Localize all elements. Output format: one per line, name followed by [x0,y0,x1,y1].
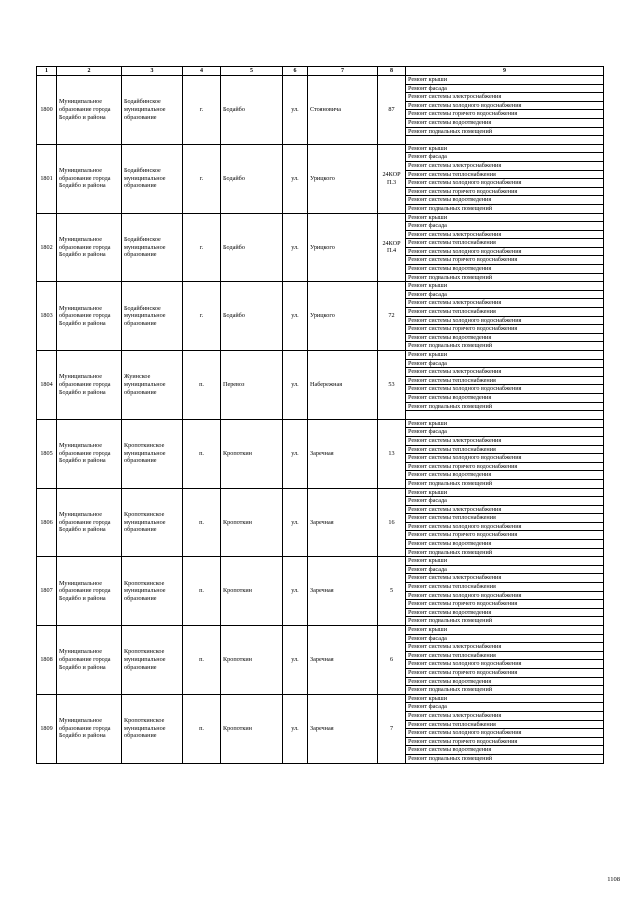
work-type-cell: Ремонт системы холодного водоснабжения [406,660,604,669]
work-type-cell: Ремонт системы горячего водоснабжения [406,187,604,196]
work-type-cell: Ремонт системы горячего водоснабжения [406,462,604,471]
work-type-cell: Ремонт системы электроснабжения [406,505,604,514]
work-type-cell: Ремонт системы холодного водоснабжения [406,247,604,256]
row-number: 1808 [37,626,57,695]
table-row [37,488,604,497]
work-type-cell: Ремонт системы электроснабжения [406,161,604,170]
work-type-cell: Ремонт системы теплоснабжения [406,445,604,454]
municipal-entity: Кропоткинское муниципальное образование [122,694,183,763]
work-type-cell: Ремонт подвальных помещений [406,127,604,136]
work-type-cell: Ремонт подвальных помещений [406,342,604,351]
locality-type: п. [183,694,221,763]
street-name: Заречная [308,419,378,488]
header-cell: 5 [221,67,283,76]
table-row [37,557,604,566]
work-type-cell: Ремонт подвальных помещений [406,754,604,763]
work-type-cell: Ремонт системы водоотведения [406,471,604,480]
work-type-cell: Ремонт системы горячего водоснабжения [406,600,604,609]
work-type-cell: Ремонт системы теплоснабжения [406,308,604,317]
locality-type: г. [183,144,221,213]
work-type-cell: Ремонт системы теплоснабжения [406,239,604,248]
locality-name: Кропоткин [221,488,283,557]
municipal-entity: Кропоткинское муниципальное образование [122,419,183,488]
work-type-cell [406,411,604,420]
work-type-cell: Ремонт системы водоотведения [406,746,604,755]
municipal-district: Муниципальное образование города Бодайбо и района [57,76,122,145]
row-number: 1805 [37,419,57,488]
house-number: 13 [378,419,406,488]
row-number: 1806 [37,488,57,557]
locality-type: п. [183,488,221,557]
work-type-cell: Ремонт системы электроснабжения [406,436,604,445]
municipal-entity: Бодайбинское муниципальное образование [122,213,183,282]
house-number: 72 [378,282,406,351]
municipal-entity: Жуинское муниципальное образование [122,351,183,420]
work-type-cell: Ремонт подвальных помещений [406,548,604,557]
house-number: 6 [378,626,406,695]
work-type-cell: Ремонт системы теплоснабжения [406,170,604,179]
work-type-cell: Ремонт системы водоотведения [406,265,604,274]
header-cell: 6 [283,67,308,76]
header-cell: 2 [57,67,122,76]
work-type-cell: Ремонт фасада [406,84,604,93]
work-type-cell: Ремонт системы электроснабжения [406,574,604,583]
street-type: ул. [283,144,308,213]
table-row [37,626,604,635]
table-body [37,67,604,764]
street-type: ул. [283,626,308,695]
row-number: 1802 [37,213,57,282]
work-type-cell: Ремонт системы холодного водоснабжения [406,179,604,188]
locality-name: Бодайбо [221,282,283,351]
municipal-entity: Бодайбинское муниципальное образование [122,144,183,213]
street-type: ул. [283,76,308,145]
repair-program-table [36,66,604,764]
work-type-cell: Ремонт системы горячего водоснабжения [406,531,604,540]
row-number: 1807 [37,557,57,626]
work-type-cell: Ремонт системы холодного водоснабжения [406,316,604,325]
municipal-district: Муниципальное образование города Бодайбо и района [57,351,122,420]
row-number: 1803 [37,282,57,351]
street-type: ул. [283,282,308,351]
street-name: Заречная [308,557,378,626]
table-row [37,213,604,222]
work-type-cell: Ремонт системы теплоснабжения [406,514,604,523]
work-type-cell: Ремонт фасада [406,222,604,231]
work-type-cell: Ремонт системы электроснабжения [406,643,604,652]
work-type-cell: Ремонт фасада [406,290,604,299]
work-type-cell: Ремонт системы водоотведения [406,677,604,686]
work-type-cell: Ремонт крыши [406,282,604,291]
work-type-cell: Ремонт подвальных помещений [406,402,604,411]
locality-name: Кропоткин [221,626,283,695]
work-type-cell: Ремонт системы холодного водоснабжения [406,591,604,600]
work-type-cell: Ремонт крыши [406,488,604,497]
table-row [37,419,604,428]
work-type-cell: Ремонт системы теплоснабжения [406,583,604,592]
house-number: 5 [378,557,406,626]
row-number: 1801 [37,144,57,213]
street-name: Заречная [308,694,378,763]
municipal-district: Муниципальное образование города Бодайбо и района [57,282,122,351]
locality-type: г. [183,282,221,351]
work-type-cell: Ремонт системы водоотведения [406,196,604,205]
table-row [37,76,604,85]
header-cell: 4 [183,67,221,76]
street-type: ул. [283,213,308,282]
work-type-cell: Ремонт системы водоотведения [406,608,604,617]
work-type-cell: Ремонт системы горячего водоснабжения [406,668,604,677]
street-name: Урицкого [308,282,378,351]
municipal-district: Муниципальное образование города Бодайбо и района [57,144,122,213]
municipal-entity: Бодайбинское муниципальное образование [122,76,183,145]
work-type-cell: Ремонт системы горячего водоснабжения [406,737,604,746]
header-cell: 9 [406,67,604,76]
work-type-cell: Ремонт системы горячего водоснабжения [406,110,604,119]
municipal-district: Муниципальное образование города Бодайбо и района [57,213,122,282]
locality-name: Бодайбо [221,144,283,213]
work-type-cell [406,136,604,145]
table-row [37,144,604,153]
work-type-cell: Ремонт подвальных помещений [406,273,604,282]
street-name: Стояновича [308,76,378,145]
row-number: 1800 [37,76,57,145]
work-type-cell: Ремонт системы водоотведения [406,393,604,402]
locality-type: п. [183,351,221,420]
street-type: ул. [283,557,308,626]
work-type-cell: Ремонт системы электроснабжения [406,711,604,720]
municipal-district: Муниципальное образование города Бодайбо и района [57,626,122,695]
work-type-cell: Ремонт фасада [406,428,604,437]
work-type-cell: Ремонт системы холодного водоснабжения [406,454,604,463]
house-number: 24КОР П.3 [378,144,406,213]
locality-name: Кропоткин [221,694,283,763]
row-number: 1804 [37,351,57,420]
work-type-cell: Ремонт крыши [406,213,604,222]
table-row [37,694,604,703]
table-row [37,282,604,291]
street-type: ул. [283,419,308,488]
work-type-cell: Ремонт системы холодного водоснабжения [406,729,604,738]
house-number: 7 [378,694,406,763]
header-cell: 3 [122,67,183,76]
work-type-cell: Ремонт системы электроснабжения [406,93,604,102]
work-type-cell: Ремонт системы электроснабжения [406,368,604,377]
municipal-entity: Кропоткинское муниципальное образование [122,557,183,626]
work-type-cell: Ремонт крыши [406,144,604,153]
work-type-cell: Ремонт крыши [406,419,604,428]
locality-type: п. [183,626,221,695]
header-cell: 1 [37,67,57,76]
work-type-cell: Ремонт фасада [406,359,604,368]
municipal-district: Муниципальное образование города Бодайбо и района [57,694,122,763]
work-type-cell: Ремонт подвальных помещений [406,204,604,213]
work-type-cell: Ремонт системы водоотведения [406,540,604,549]
municipal-district: Муниципальное образование города Бодайбо и района [57,488,122,557]
street-type: ул. [283,351,308,420]
column-number-header-row [37,67,604,76]
municipal-district: Муниципальное образование города Бодайбо и района [57,557,122,626]
work-type-cell: Ремонт подвальных помещений [406,479,604,488]
work-type-cell: Ремонт крыши [406,76,604,85]
street-type: ул. [283,694,308,763]
house-number: 87 [378,76,406,145]
locality-name: Перевоз [221,351,283,420]
street-name: Урицкого [308,213,378,282]
work-type-cell: Ремонт системы холодного водоснабжения [406,385,604,394]
locality-type: п. [183,557,221,626]
work-type-cell: Ремонт системы водоотведения [406,118,604,127]
table-row [37,351,604,360]
work-type-cell: Ремонт крыши [406,626,604,635]
locality-name: Кропоткин [221,557,283,626]
street-name: Заречная [308,626,378,695]
locality-type: п. [183,419,221,488]
municipal-entity: Кропоткинское муниципальное образование [122,626,183,695]
work-type-cell: Ремонт подвальных помещений [406,617,604,626]
house-number: 53 [378,351,406,420]
work-type-cell: Ремонт системы холодного водоснабжения [406,101,604,110]
work-type-cell: Ремонт фасада [406,565,604,574]
locality-name: Кропоткин [221,419,283,488]
row-number: 1809 [37,694,57,763]
work-type-cell: Ремонт системы теплоснабжения [406,651,604,660]
municipal-district: Муниципальное образование города Бодайбо и района [57,419,122,488]
work-type-cell: Ремонт системы водоотведения [406,333,604,342]
work-type-cell: Ремонт фасада [406,634,604,643]
work-type-cell: Ремонт системы электроснабжения [406,299,604,308]
locality-name: Бодайбо [221,213,283,282]
header-cell: 8 [378,67,406,76]
street-name: Заречная [308,488,378,557]
street-name: Урицкого [308,144,378,213]
work-type-cell: Ремонт системы горячего водоснабжения [406,325,604,334]
work-type-cell: Ремонт системы холодного водоснабжения [406,522,604,531]
street-name: Набережная [308,351,378,420]
locality-name: Бодайбо [221,76,283,145]
work-type-cell: Ремонт крыши [406,557,604,566]
locality-type: г. [183,213,221,282]
work-type-cell: Ремонт системы теплоснабжения [406,376,604,385]
work-type-cell: Ремонт системы электроснабжения [406,230,604,239]
work-type-cell: Ремонт системы теплоснабжения [406,720,604,729]
work-type-cell: Ремонт крыши [406,694,604,703]
work-type-cell: Ремонт крыши [406,351,604,360]
street-type: ул. [283,488,308,557]
house-number: 24КОР П.4 [378,213,406,282]
municipal-entity: Бодайбинское муниципальное образование [122,282,183,351]
work-type-cell: Ремонт фасада [406,497,604,506]
work-type-cell: Ремонт фасада [406,153,604,162]
work-type-cell: Ремонт системы горячего водоснабжения [406,256,604,265]
locality-type: г. [183,76,221,145]
municipal-entity: Кропоткинское муниципальное образование [122,488,183,557]
work-type-cell: Ремонт фасада [406,703,604,712]
page-number: 1108 [607,876,620,883]
work-type-cell: Ремонт подвальных помещений [406,686,604,695]
header-cell: 7 [308,67,378,76]
house-number: 16 [378,488,406,557]
